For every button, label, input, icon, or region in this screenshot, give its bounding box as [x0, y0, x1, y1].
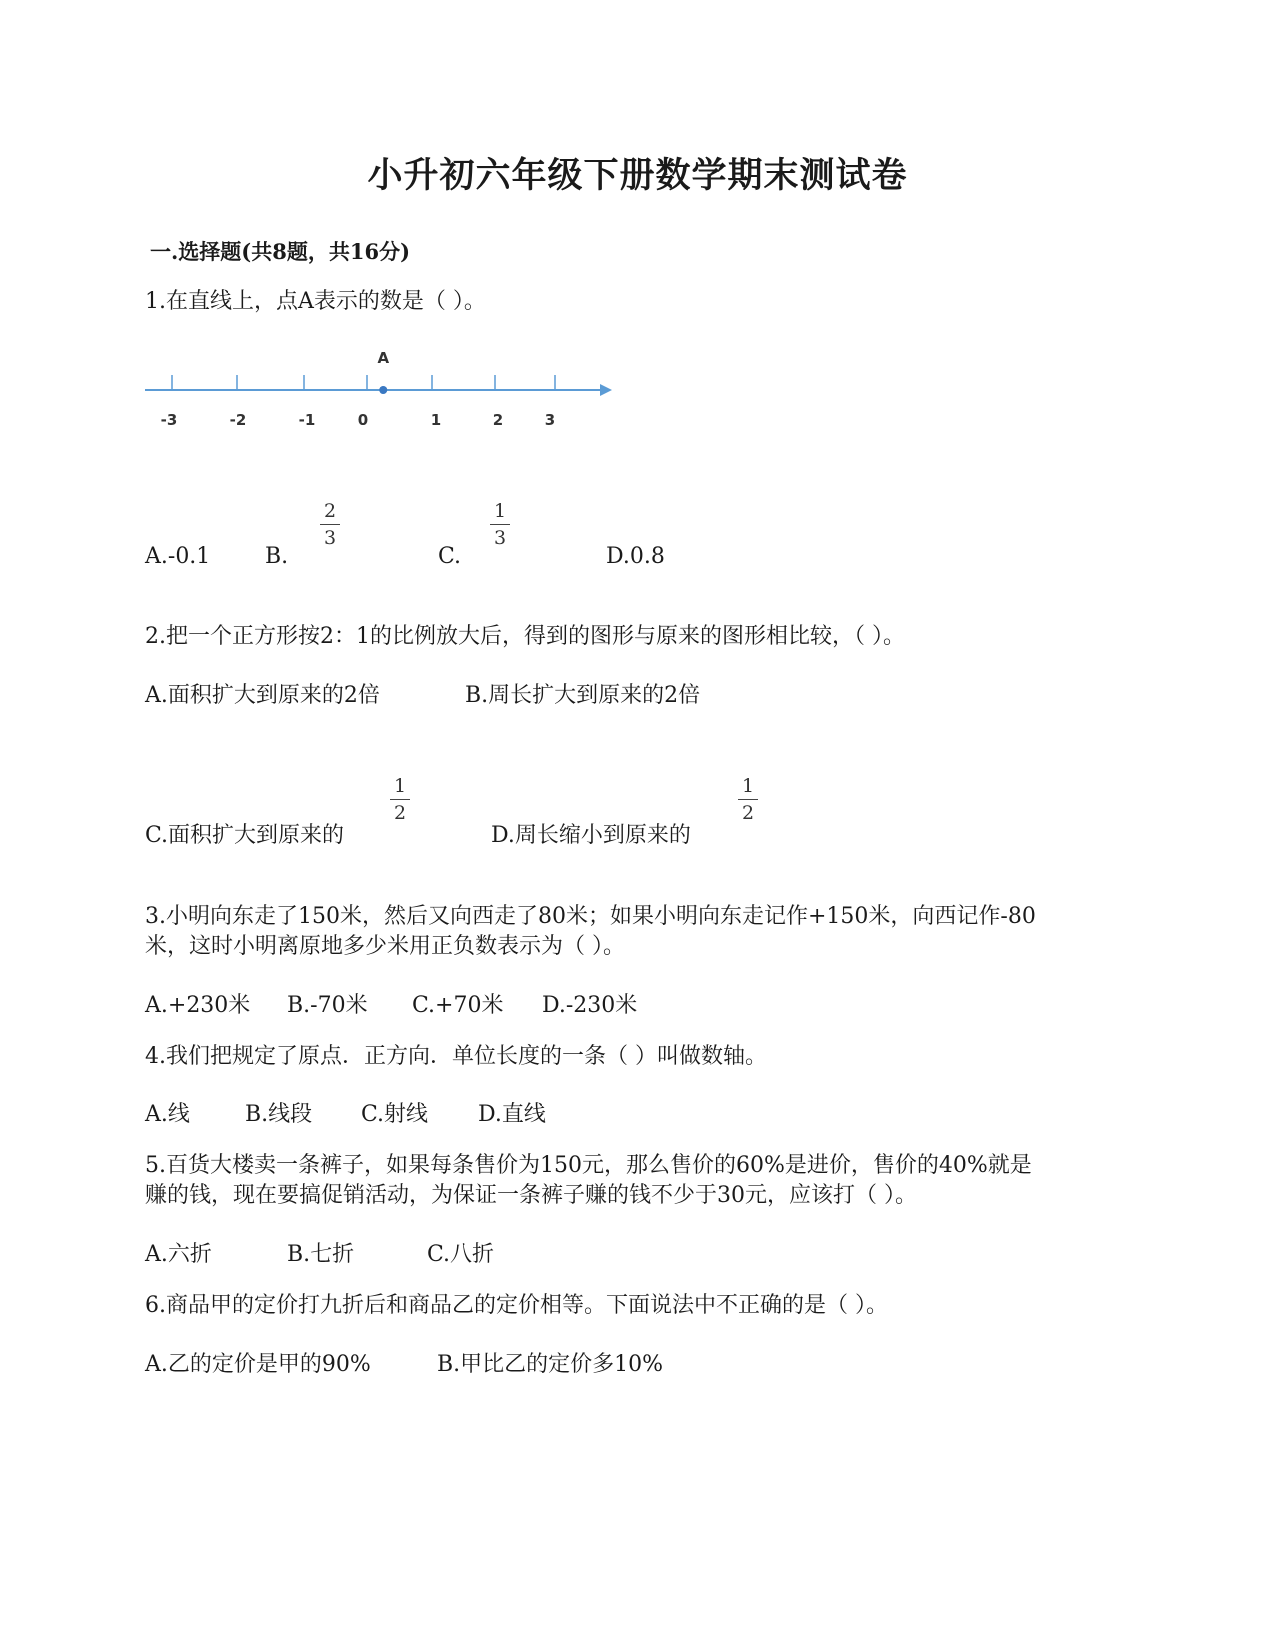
question-5-line-2: 赚的钱，现在要搞促销活动，为保证一条裤子赚的钱不少于30元，应该打（ ）。: [145, 1183, 917, 1208]
q5-option-c: C.八折: [427, 1242, 495, 1267]
number-line-tick-label: -1: [298, 411, 316, 429]
section-heading: 一.选择题(共8题，共16分): [150, 239, 411, 264]
q1-option-b: B.: [265, 544, 289, 569]
q2-option-c-fraction: [388, 775, 412, 824]
question-4-text: 4.我们把规定了原点．正方向．单位长度的一条（ ）叫做数轴。: [145, 1044, 767, 1069]
number-line-tick-label: 2: [492, 411, 504, 429]
q1-option-b-fraction: [318, 500, 342, 549]
number-line-tick-label: -2: [229, 411, 247, 429]
q2-option-b: B.周长扩大到原来的2倍: [465, 683, 701, 708]
number-line-tick-label: 0: [357, 411, 369, 429]
q2-option-c: C.面积扩大到原来的: [145, 823, 345, 848]
fraction-denominator: 3: [323, 527, 337, 549]
q3-option-a: A.+230米: [145, 993, 251, 1018]
question-5-line-1: 5.百货大楼卖一条裤子，如果每条售价为150元，那么售价的60%是进价，售价的40%就是: [145, 1153, 1032, 1178]
page-title: 小升初六年级下册数学期末测试卷: [367, 155, 908, 196]
fraction-denominator: 3: [493, 527, 507, 549]
question-3-line-2: 米，这时小明离原地多少米用正负数表示为（ ）。: [145, 934, 625, 959]
fraction-numerator: 2: [323, 500, 337, 522]
q5-option-b: B.七折: [287, 1242, 355, 1267]
q2-option-a: A.面积扩大到原来的2倍: [145, 683, 380, 708]
question-2-text: 2.把一个正方形按2：1的比例放大后，得到的图形与原来的图形相比较，（ ）。: [145, 624, 905, 649]
q6-option-a: A.乙的定价是甲的90%: [145, 1352, 371, 1377]
q1-option-d: D.0.8: [606, 544, 665, 569]
number-line-tick-label: 1: [430, 411, 442, 429]
number-line-tick-label: -3: [160, 411, 178, 429]
q4-option-a: A.线: [145, 1102, 190, 1127]
q2-option-d: D.周长缩小到原来的: [491, 823, 691, 848]
point-a-marker: [379, 386, 387, 394]
q4-option-b: B.线段: [245, 1102, 313, 1127]
fraction-numerator: 1: [741, 775, 755, 797]
q6-option-b: B.甲比乙的定价多10%: [437, 1352, 664, 1377]
question-1-text: 1.在直线上，点A表示的数是（ ）。: [145, 289, 486, 314]
number-line-tick-label: 3: [544, 411, 556, 429]
fraction-numerator: 1: [393, 775, 407, 797]
q4-option-d: D.直线: [478, 1102, 546, 1127]
question-6-text: 6.商品甲的定价打九折后和商品乙的定价相等。下面说法中不正确的是（ ）。: [145, 1293, 888, 1318]
number-line-arrow: [600, 384, 612, 396]
q1-option-a: A.-0.1: [145, 544, 211, 569]
fraction-denominator: 2: [741, 802, 755, 824]
q3-option-d: D.-230米: [542, 993, 638, 1018]
q1-option-c: C.: [438, 544, 462, 569]
q5-option-a: A.六折: [145, 1242, 212, 1267]
q3-option-c: C.+70米: [412, 993, 504, 1018]
q3-option-b: B.-70米: [287, 993, 368, 1018]
q4-option-c: C.射线: [361, 1102, 429, 1127]
number-line-figure: [145, 345, 625, 440]
q2-option-d-fraction: [736, 775, 760, 824]
question-3-line-1: 3.小明向东走了150米，然后又向西走了80米；如果小明向东走记作+150米，向西记作-80: [145, 904, 1036, 929]
point-a-label: A: [377, 349, 390, 367]
fraction-denominator: 2: [393, 802, 407, 824]
fraction-numerator: 1: [493, 500, 507, 522]
q1-option-c-fraction: [488, 500, 512, 549]
